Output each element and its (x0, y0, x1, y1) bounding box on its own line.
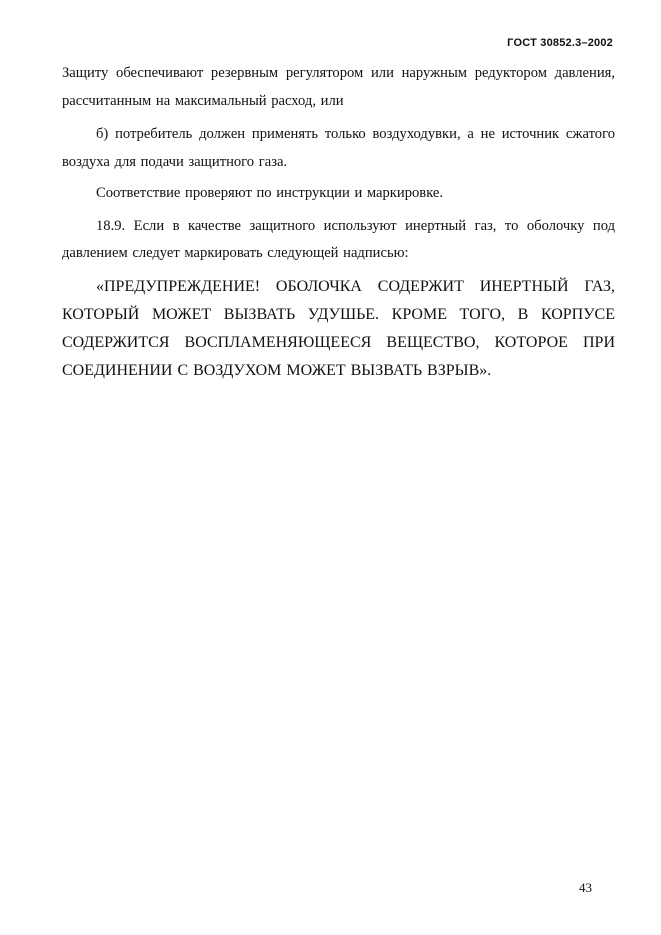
paragraph-protection-regulator: Защиту обеспечивают резервным регулятором или наружным редуктором давления, рассчитанным на максимальный расход, или (62, 65, 615, 109)
document-body (62, 60, 615, 385)
paragraph-clause-18-9: 18.9. Если в качестве защитного используют инертный газ, то оболочку под давлением следует маркировать следующей надписью: (62, 217, 615, 261)
paragraph-compliance-check: Соответствие проверяют по инструкции и маркировке. (96, 185, 444, 201)
document-header: ГОСТ 30852.3–2002 (507, 37, 613, 49)
warning-inscription: «ПРЕДУПРЕЖДЕНИЕ! ОБОЛОЧКА СОДЕРЖИТ ИНЕРТНЫЙ ГАЗ, КОТОРЫЙ МОЖЕТ ВЫЗВАТЬ УДУШЬЕ. КРОМЕ ТОГО, В КОРПУСЕ СОДЕРЖИТСЯ ВОСПЛАМЕНЯЮЩЕЕСЯ ВЕЩЕСТВО, КОТОРОЕ ПРИ СОЕДИНЕНИИ С ВОЗДУХОМ МОЖЕТ ВЫЗВАТЬ ВЗРЫВ». (62, 277, 615, 379)
paragraph-item-b: б) потребитель должен применять только воздуходувки, а не источник сжатого воздуха для подачи защитного газа. (62, 126, 615, 170)
page-number: 43 (579, 880, 592, 895)
